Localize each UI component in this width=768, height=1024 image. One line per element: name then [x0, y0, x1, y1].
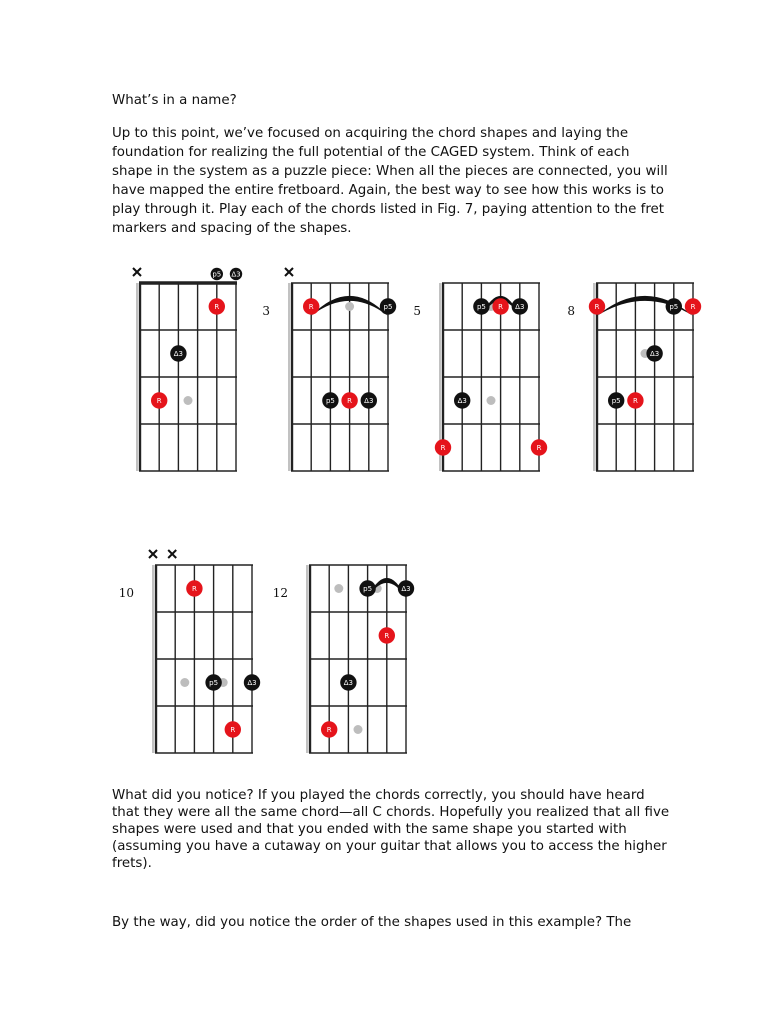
note-label: Δ3 [457, 397, 467, 405]
fret-number-label: 12 [272, 586, 288, 601]
interval-note-dot [205, 674, 221, 690]
note-label: Δ3 [343, 679, 354, 687]
root-note-dot [492, 298, 508, 314]
root-note-dot [341, 392, 357, 408]
note-label: Δ3 [247, 679, 257, 687]
note-label: Δ3 [173, 350, 184, 358]
note-label: R [690, 303, 696, 311]
interval-note-dot [473, 298, 489, 314]
interval-note-dot [322, 392, 338, 408]
note-label: p5 [325, 397, 335, 405]
fret-inlay-marker [354, 725, 363, 734]
interval-note-dot [361, 392, 377, 408]
note-label: R [440, 444, 446, 452]
note-label: Δ3 [649, 350, 660, 358]
fret-inlay-marker [487, 396, 496, 405]
chord-diagram-c-shape [133, 268, 242, 471]
note-label: R [632, 397, 638, 405]
root-note-dot [435, 439, 451, 455]
note-label: R [156, 397, 162, 405]
fret-number-label: 5 [413, 304, 421, 319]
root-note-dot [627, 392, 643, 408]
root-note-dot [379, 627, 395, 643]
interval-note-dot [666, 298, 682, 314]
interval-note-dot [646, 345, 662, 361]
chord-diagram-a-shape [262, 268, 396, 471]
interval-note-dot [230, 268, 242, 280]
order-paragraph: By the way, did you notice the order of the shapes used in this example? The [112, 915, 632, 930]
interval-note-dot [244, 674, 260, 690]
note-label: p5 [611, 397, 621, 405]
root-note-dot [321, 721, 337, 737]
interval-note-dot [340, 674, 356, 690]
interval-note-dot [512, 298, 528, 314]
note-label: p5 [383, 303, 393, 311]
note-label: p5 [669, 303, 679, 311]
note-label: R [536, 444, 542, 452]
note-label: R [308, 303, 314, 311]
note-label: R [498, 303, 504, 311]
interval-note-dot [398, 580, 414, 596]
interval-note-dot [359, 580, 375, 596]
interval-note-dot [454, 392, 470, 408]
root-note-dot [589, 298, 605, 314]
fret-number-label: 3 [262, 304, 270, 319]
note-label: Δ3 [364, 397, 374, 405]
chord-diagram-g-shape [413, 283, 547, 471]
fret-number-label: 10 [118, 586, 134, 601]
note-label: R [191, 585, 197, 593]
intro-paragraph: Up to this point, we’ve focused on acquiring the chord shapes and laying the foundation for realizing the full potential of the CAGED system. Think of each shape in the system as a puzzle piece: When all the pieces are connected, you will have mapped the entire fretboard. Again, the best way to see how this works is to play through it. Play each of the chords listed in Fig. 7, paying attention to the fret markers and spacing of the shapes. [112, 126, 668, 236]
muted-string-icon [285, 268, 293, 276]
root-note-dot [151, 392, 167, 408]
section-heading: What’s in a name? [112, 93, 237, 108]
note-label: R [230, 726, 236, 734]
fret-inlay-marker [334, 584, 343, 593]
note-label: p5 [212, 270, 222, 279]
interval-note-dot [170, 345, 186, 361]
root-note-dot [685, 298, 701, 314]
note-label: R [347, 397, 353, 405]
fret-inlay-marker [184, 396, 193, 405]
root-note-dot [225, 721, 241, 737]
fret-inlay-marker [345, 302, 354, 311]
note-label: Δ3 [515, 303, 525, 311]
root-note-dot [209, 298, 225, 314]
root-note-dot [186, 580, 202, 596]
interval-note-dot [608, 392, 624, 408]
chord-diagram-d-shape [119, 550, 260, 753]
note-label: p5 [209, 679, 219, 687]
notice-paragraph: What did you notice? If you played the chords correctly, you should have heard that they were all the same chord—all C chords. Hopefully you realized that all five shapes were used and that you ended with the same shape you started with (assuming you have a cutaway on your guitar that allows you to access the higher frets). [112, 788, 670, 871]
note-label: R [594, 303, 600, 311]
note-label: R [214, 303, 220, 311]
note-label: R [384, 632, 390, 640]
note-label: p5 [363, 585, 373, 593]
chord-diagram-c-shape-12 [273, 565, 414, 753]
muted-string-icon [168, 550, 176, 558]
muted-string-icon [149, 550, 157, 558]
interval-note-dot [380, 298, 396, 314]
muted-string-icon [133, 268, 141, 276]
note-label: p5 [476, 303, 486, 311]
note-label: Δ3 [231, 270, 241, 279]
root-note-dot [303, 298, 319, 314]
fret-number-label: 8 [567, 304, 575, 319]
note-label: Δ3 [401, 585, 411, 593]
note-label: R [326, 726, 332, 734]
interval-note-dot [211, 268, 223, 280]
fret-inlay-marker [180, 678, 189, 687]
root-note-dot [531, 439, 547, 455]
chord-diagram-e-shape [567, 283, 701, 471]
